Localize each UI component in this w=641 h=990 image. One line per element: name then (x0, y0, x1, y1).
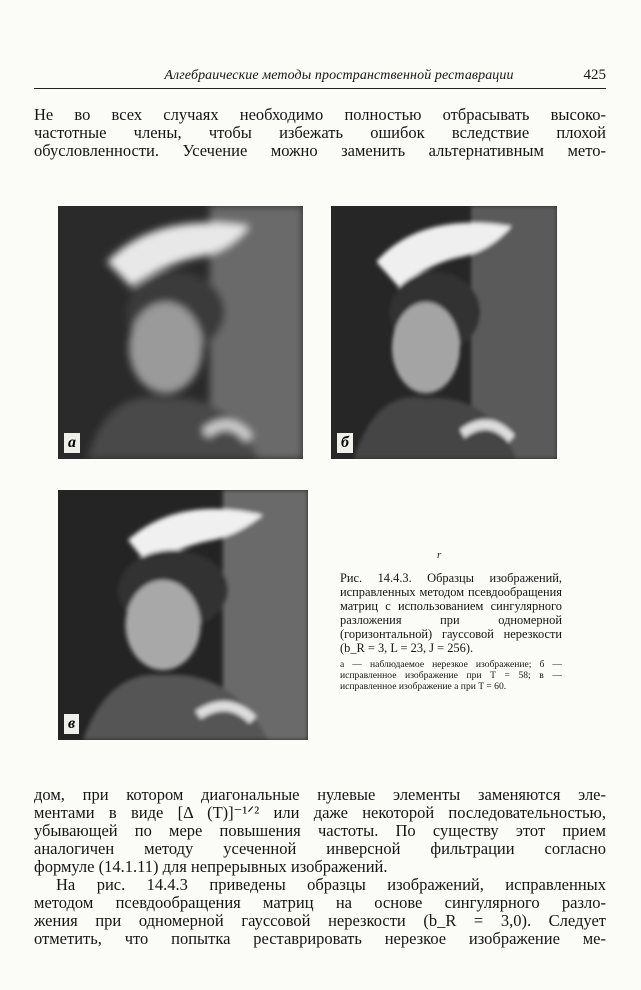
caption-main: Рис. 14.4.3. Образцы изображений, исправленных методом псевдообращения матриц с использованием сингулярного разложения при одномерной (горизонтальной) гауссовой нерезкости (b_R = 3, L = 23, J = 256). (340, 571, 562, 655)
photo-panel-b (331, 206, 557, 459)
stray-mark: r (437, 549, 442, 561)
caption-sub: а — наблюдаемое нерезкое изображение; б — исправленное изображение при T = 58; в — исправленное изображение а при T = 60. (340, 659, 562, 692)
paragraph-figure-description (34, 876, 606, 948)
running-header (34, 66, 606, 89)
text-line: Не во всех случаях необходимо полностью отбрасывать высоко- (34, 105, 606, 124)
panel-label-c: в (64, 714, 79, 734)
text-line: жения при одномерной гауссовой нерезкости (b_R = 3,0). Следует (34, 911, 606, 930)
photo-panel-c (58, 490, 308, 740)
text-line: дом, при котором диагональные нулевые элементы заменяются эле- (34, 785, 606, 804)
text-line: обусловленности. Усечение можно заменить альтернативным мето- (34, 141, 606, 160)
text-line: методом псевдообращения матриц на основе сингулярного разло- (34, 893, 606, 912)
portrait-image-b (331, 206, 557, 459)
paragraph-continued (34, 786, 606, 876)
photo-panel-a (58, 206, 303, 459)
text-line: убывающей по мере повышения частоты. По существу этот прием (34, 821, 606, 840)
page-number: 425 (583, 67, 606, 83)
text-line: отметить, что попытка реставрировать нерезкое изображение ме- (34, 929, 606, 948)
text-line: формуле (14.1.11) для непрерывных изображений. (34, 857, 388, 876)
portrait-image-a (58, 206, 303, 459)
figure-caption (340, 571, 562, 692)
text-line: На рис. 14.4.3 приведены образцы изображений, исправленных (56, 875, 606, 894)
paragraph-top (34, 106, 606, 160)
text-line: частотные члены, чтобы избежать ошибок вследствие плохой (34, 123, 606, 142)
panel-label-b: б (337, 433, 353, 453)
running-title: Алгебраические методы пространственной реставрации (164, 68, 514, 83)
text-line: аналогичен методу усеченной инверсной фильтрации согласно (34, 839, 606, 858)
panel-label-a: а (64, 433, 80, 453)
portrait-image-c (58, 490, 308, 740)
text-line: ментами в виде [Δ (T)]⁻¹ᐟ² или даже некоторой последовательностью, (34, 803, 606, 822)
